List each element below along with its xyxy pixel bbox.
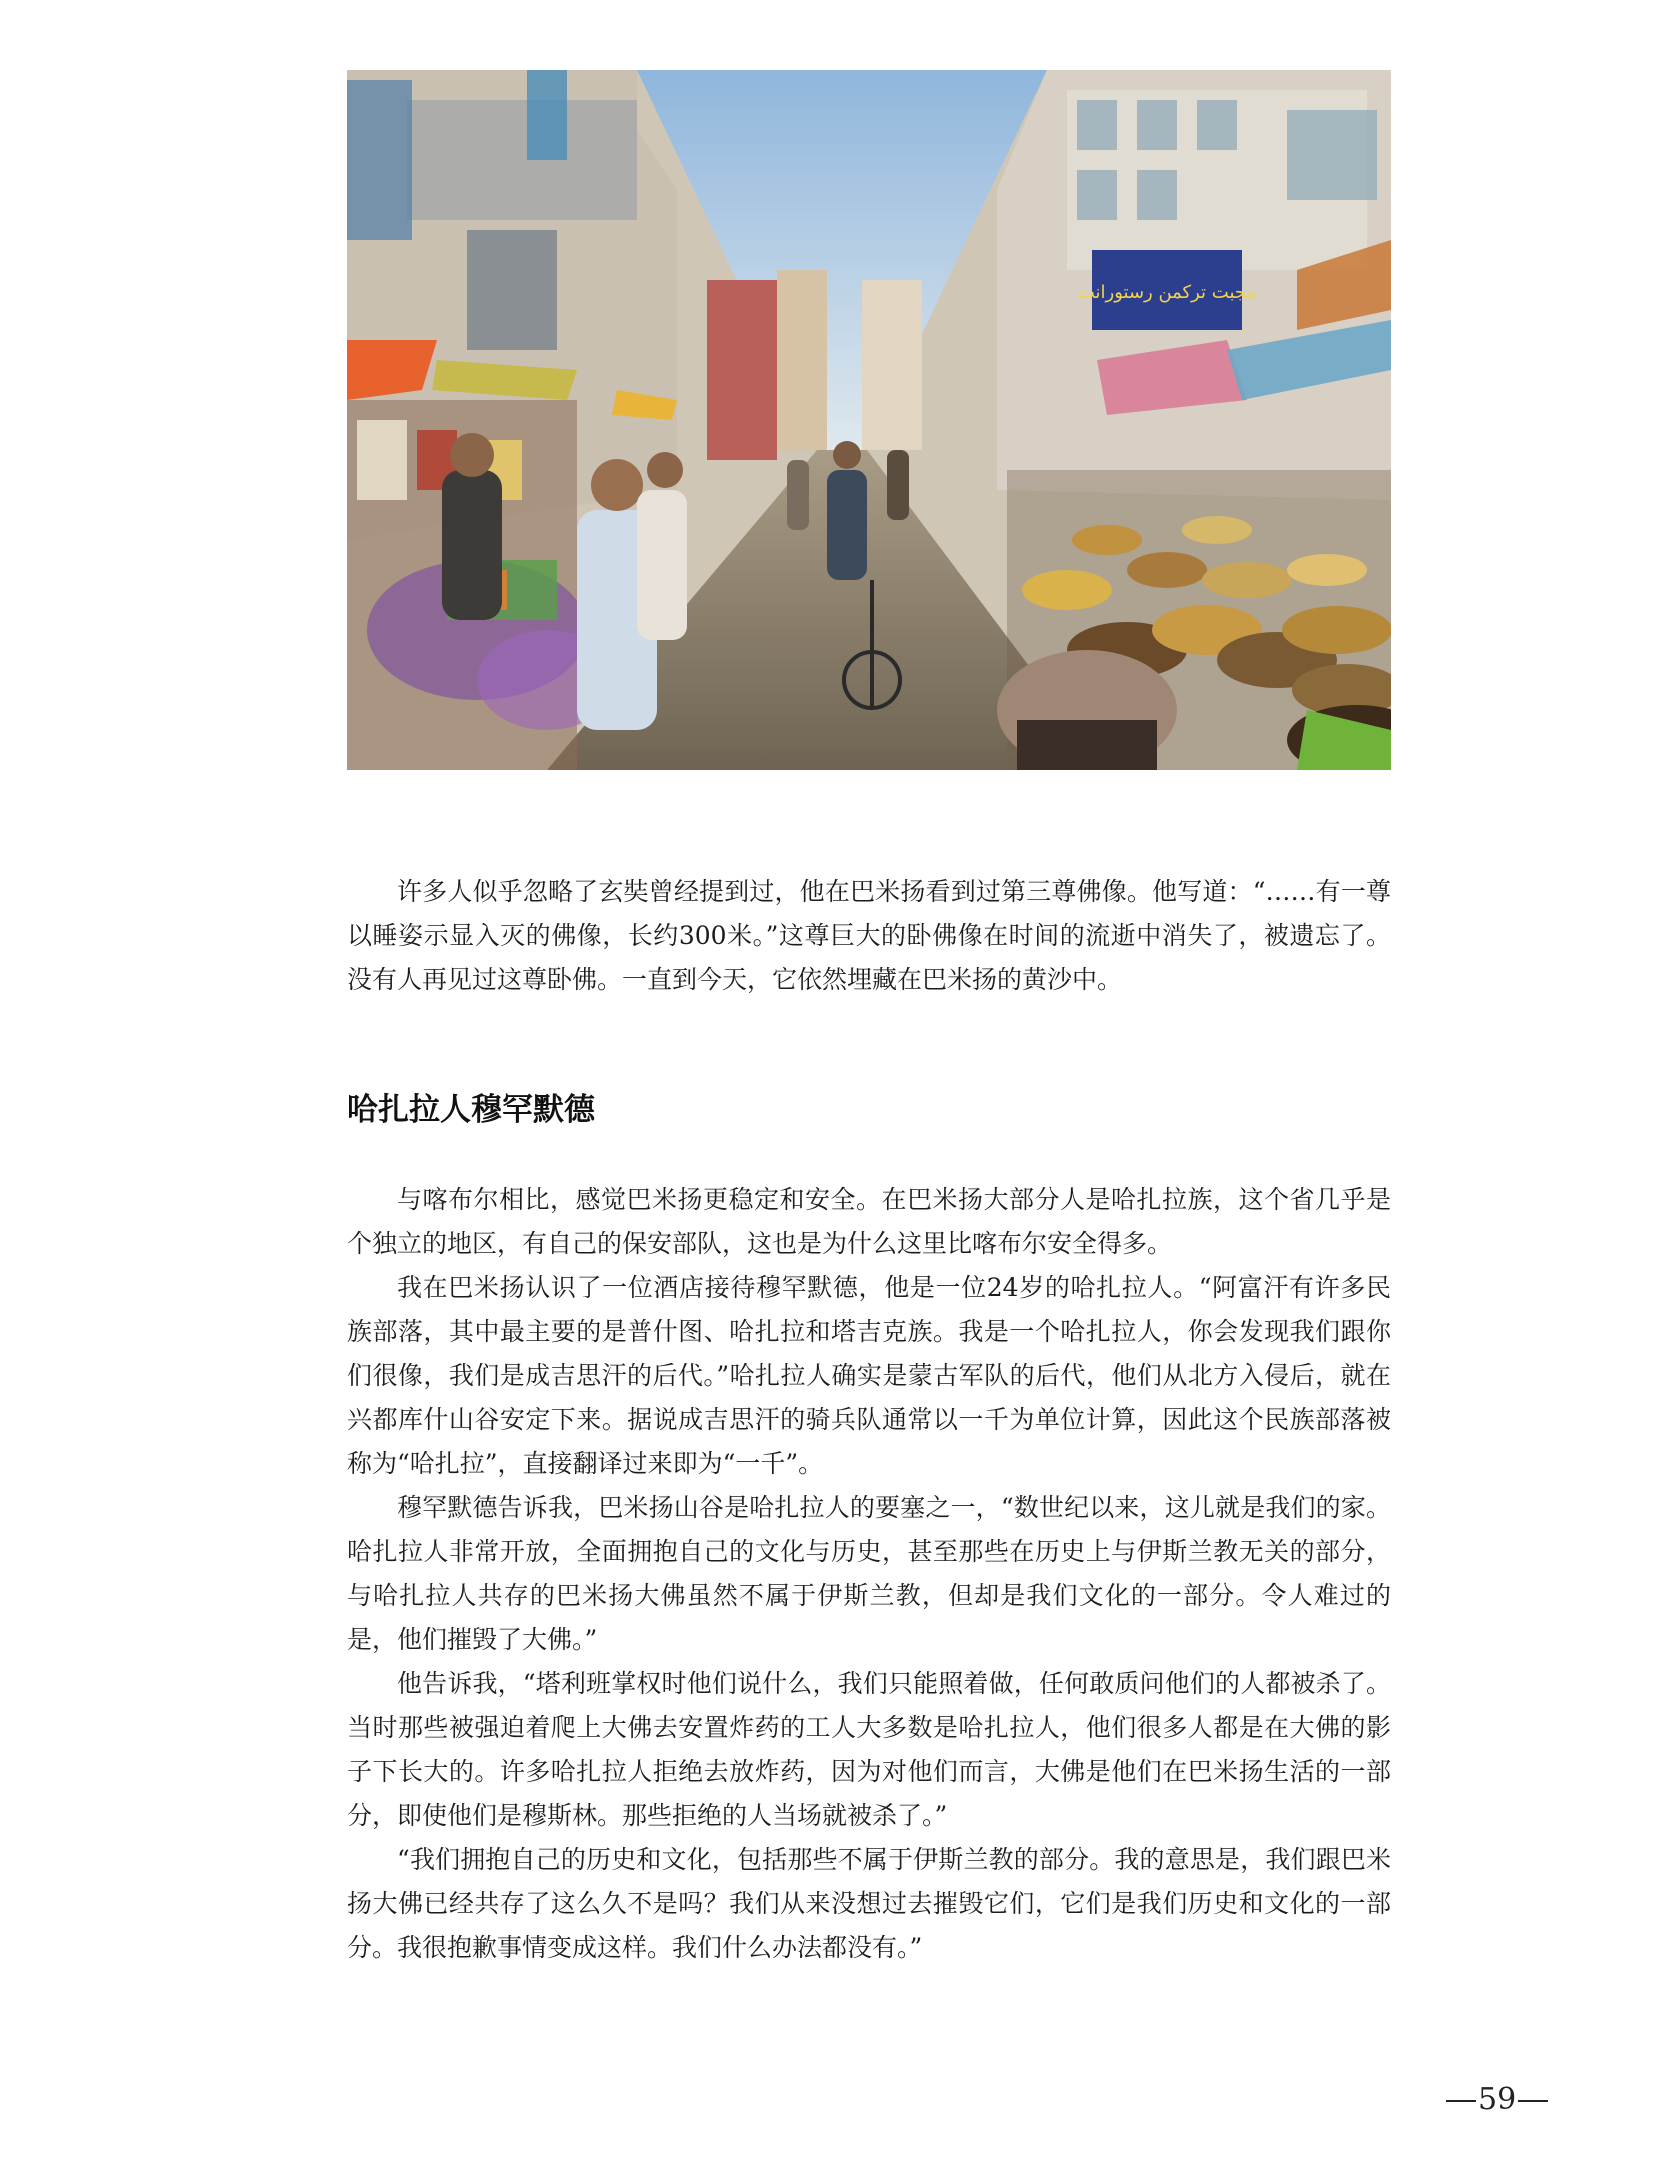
body-paragraph: 我在巴米扬认识了一位酒店接待穆罕默德，他是一位24岁的哈扎拉人。“阿富汗有许多民族部落，其中最主要的是普什图、哈扎拉和塔吉克族。我是一个哈扎拉人，你会发现我们跟你们很像，我们是成吉思汗的后代。”哈扎拉人确实是蒙古军队的后代，他们从北方入侵后，就在兴都库什山谷安定下来。据说成吉思汗的骑兵队通常以一千为单位计算，因此这个民族部落被称为“哈扎拉”，直接翻译过来即为“一千”。 xyxy=(347,1273,1391,1478)
page-number-dash-right xyxy=(1518,2100,1548,2102)
section-heading: 哈扎拉人穆罕默德 xyxy=(347,1092,595,1128)
sky xyxy=(637,70,1047,450)
street-market-illustration xyxy=(347,70,1391,770)
section-body xyxy=(347,1178,1391,1970)
page-number-value: 59 xyxy=(1478,2082,1517,2117)
restaurant-sign-text: مجبت ترکمن رستورانت xyxy=(1077,282,1257,303)
page-number-dash-left xyxy=(1446,2100,1476,2102)
body-paragraph: 他告诉我，“塔利班掌权时他们说什么，我们只能照着做，任何敢质问他们的人都被杀了。当时那些被强迫着爬上大佛去安置炸药的工人大多数是哈扎拉人，他们很多人都是在大佛的影子下长大的。许多哈扎拉人拒绝去放炸药，因为对他们而言，大佛是他们在巴米扬生活的一部分，即使他们是穆斯林。那些拒绝的人当场就被杀了。” xyxy=(347,1669,1391,1830)
street-market-photo xyxy=(347,70,1391,770)
page-number xyxy=(1444,2082,1550,2118)
intro-section xyxy=(347,870,1391,1002)
intro-paragraph: 许多人似乎忽略了玄奘曾经提到过，他在巴米扬看到过第三尊佛像。他写道：“……有一尊以睡姿示显入灭的佛像，长约300米。”这尊巨大的卧佛像在时间的流逝中消失了，被遗忘了。没有人再见过这尊卧佛。一直到今天，它依然埋藏在巴米扬的黄沙中。 xyxy=(347,877,1391,994)
body-paragraph: 穆罕默德告诉我，巴米扬山谷是哈扎拉人的要塞之一，“数世纪以来，这儿就是我们的家。哈扎拉人非常开放，全面拥抱自己的文化与历史，甚至那些在历史上与伊斯兰教无关的部分，与哈扎拉人共存的巴米扬大佛虽然不属于伊斯兰教，但却是我们文化的一部分。令人难过的是，他们摧毁了大佛。” xyxy=(347,1493,1391,1654)
body-paragraph: 与喀布尔相比，感觉巴米扬更稳定和安全。在巴米扬大部分人是哈扎拉族，这个省几乎是个独立的地区，有自己的保安部队，这也是为什么这里比喀布尔安全得多。 xyxy=(347,1185,1391,1258)
body-paragraph: “我们拥抱自己的历史和文化，包括那些不属于伊斯兰教的部分。我的意思是，我们跟巴米扬大佛已经共存了这么久不是吗？我们从来没想过去摧毁它们，它们是我们历史和文化的一部分。我很抱歉事情变成这样。我们什么办法都没有。” xyxy=(347,1845,1391,1962)
